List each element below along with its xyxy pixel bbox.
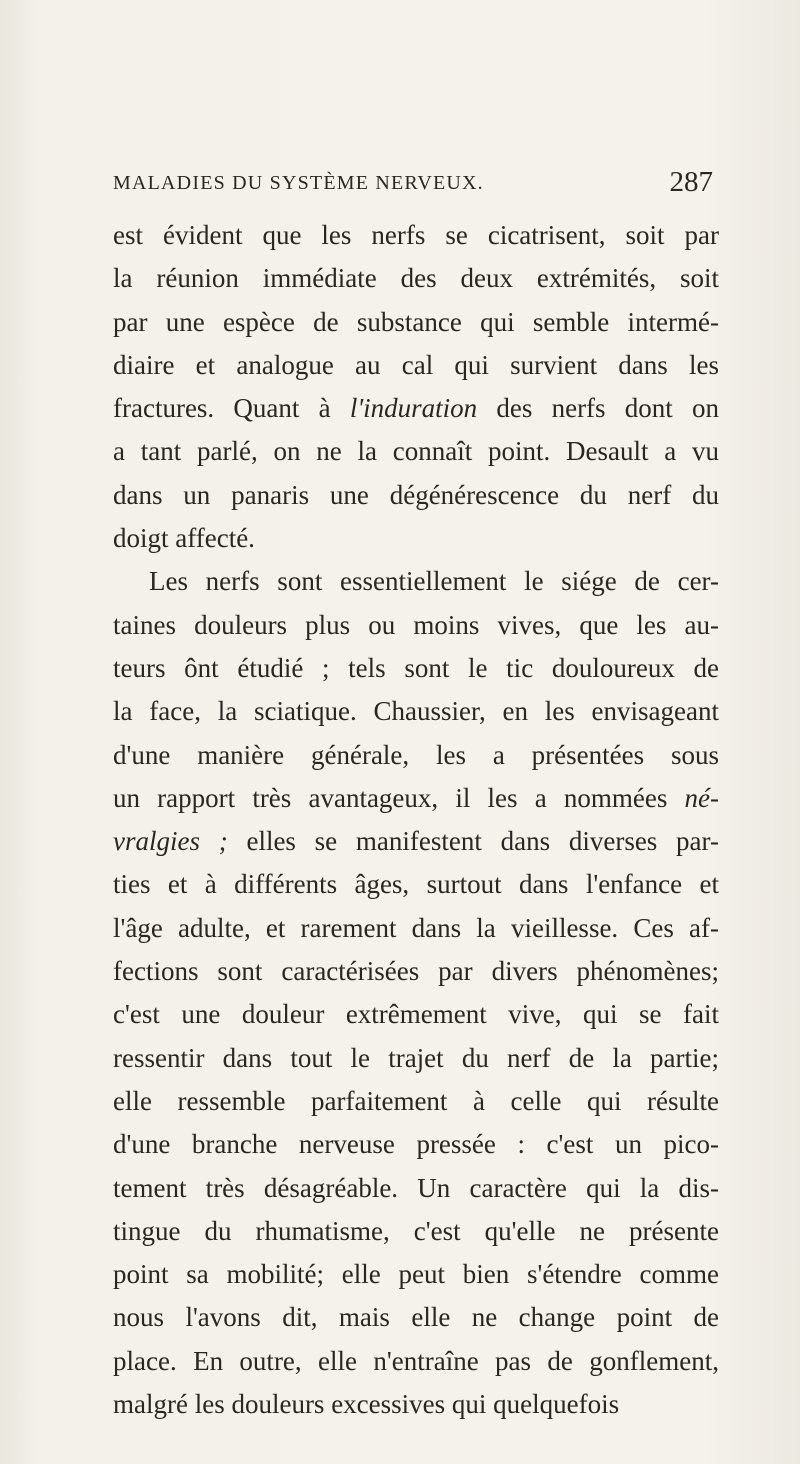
text-line: c'est une douleur extrêmement vive, qui se fait [113, 999, 719, 1030]
text-line: ressentir dans tout le trajet du nerf de la partie; [113, 1042, 719, 1073]
running-head: MALADIES DU SYSTÈME NERVEUX. [113, 172, 484, 194]
text-line: fractures. Quant à l'induration des nerfs dont on [113, 393, 720, 424]
italic-term: né- [684, 782, 719, 813]
text-line: vralgies ; elles se manifestent dans diverses par- [113, 826, 719, 857]
text-line: par une espèce de substance qui semble intermé- [113, 306, 719, 337]
text-line: la réunion immédiate des deux extrémités, soit [113, 263, 719, 294]
italic-term: l'induration [349, 393, 478, 424]
text-line: nous l'avons dit, mais elle ne change point de [113, 1302, 719, 1333]
text-line: un rapport très avantageux, il les a nommées né- [113, 782, 719, 813]
text-line: d'une manière générale, les a présentées sous [113, 739, 719, 770]
page-number: 287 [669, 166, 713, 198]
body-text [113, 214, 719, 1426]
text-line: est évident que les nerfs se cicatrisent, soit par [113, 220, 719, 250]
page-header [113, 166, 713, 202]
text-line: Les nerfs sont essentiellement le siége de cer- [149, 566, 719, 597]
text-line: a tant parlé, on ne la connaît point. Desault a vu [113, 436, 719, 467]
text-line: dans un panaris une dégénérescence du nerf du [113, 479, 719, 510]
text-line: point sa mobilité; elle peut bien s'étendre comme [113, 1259, 719, 1290]
text-line: diaire et analogue au cal qui survient dans les [113, 349, 719, 380]
italic-term: vralgies ; [113, 826, 228, 857]
text-line: tingue du rhumatisme, c'est qu'elle ne présente [113, 1215, 719, 1246]
text-line: l'âge adulte, et rarement dans la vieillesse. Ces af- [113, 912, 719, 943]
text-line: malgré les douleurs excessives qui quelquefois [113, 1389, 620, 1420]
text-line: place. En outre, elle n'entraîne pas de gonflement, [113, 1345, 719, 1376]
text-line: tement très désagréable. Un caractère qui la dis- [113, 1172, 719, 1203]
text-line: taines douleurs plus ou moins vives, que les au- [113, 609, 719, 640]
text-line: teurs ônt étudié ; tels sont le tic douloureux de [113, 652, 719, 683]
text-line: ties et à différents âges, surtout dans l'enfance et [113, 869, 719, 900]
text-line: d'une branche nerveuse pressée : c'est un pico- [113, 1129, 719, 1160]
text-line: doigt affecté. [113, 523, 255, 554]
text-line: la face, la sciatique. Chaussier, en les envisageant [113, 696, 719, 727]
text-line: elle ressemble parfaitement à celle qui résulte [113, 1085, 719, 1116]
text-line: fections sont caractérisées par divers phénomènes; [113, 956, 719, 987]
